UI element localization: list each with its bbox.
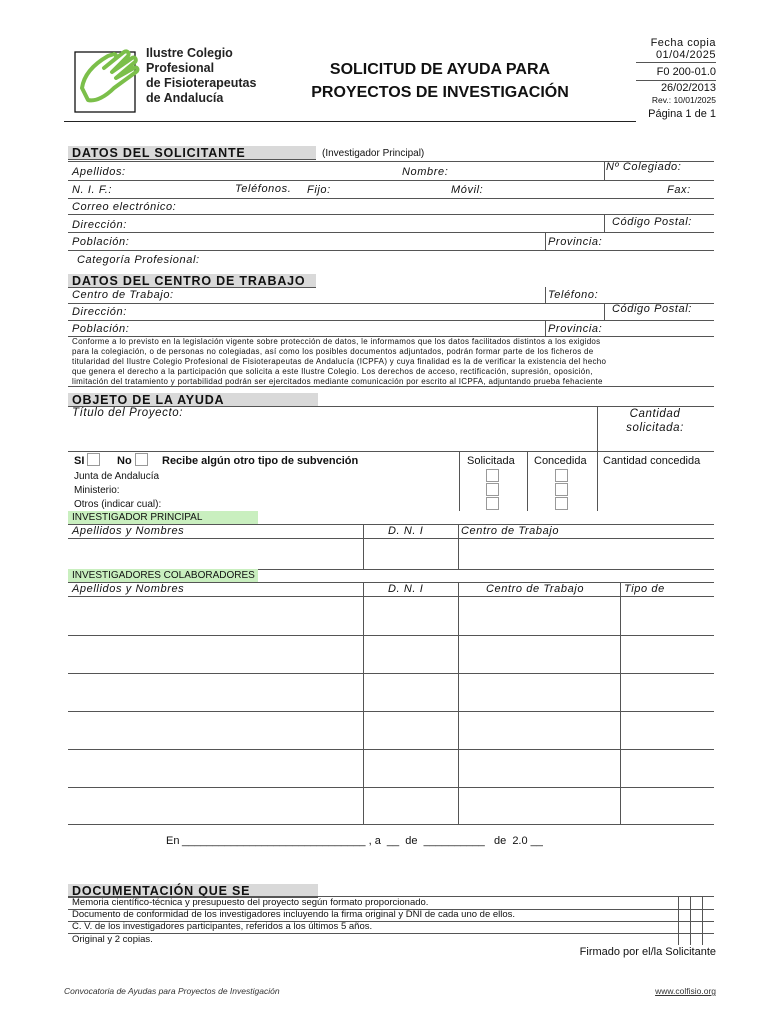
privacy-notice bbox=[72, 337, 714, 387]
col-nombre-header: Apellidos y Nombres bbox=[72, 583, 185, 595]
org-line: Profesional bbox=[146, 61, 215, 75]
colaboradores-heading: INVESTIGADORES COLABORADORES bbox=[68, 569, 258, 582]
ip-nombre-header: Apellidos y Nombres bbox=[72, 525, 185, 537]
copy-label: Fecha copia bbox=[650, 37, 716, 49]
no-label: No bbox=[117, 455, 132, 467]
doc-conformidad-checkbox[interactable] bbox=[679, 910, 701, 920]
cantidad-solicitada-field[interactable] bbox=[600, 407, 710, 435]
privacy-line: limitación del tratamiento y portabilidad podrán ser ejercitados mediante comunicación por escrito al ICPFA, adjuntando prueba fehaciente bbox=[72, 377, 603, 386]
direccion-field[interactable]: Dirección: bbox=[72, 219, 127, 231]
privacy-line: para la colegiación, o de personas no colegiadas, así como los posibles documentos adjuntados, podrán formar parte de los ficheros de bbox=[72, 347, 594, 356]
section-documentacion: DOCUMENTACIÓN QUE SE bbox=[68, 884, 318, 898]
title-line: PROYECTOS DE INVESTIGACIÓN bbox=[311, 84, 569, 101]
form-date: 26/02/2013 bbox=[660, 82, 716, 94]
privacy-line: que genera el derecho a la participación que solicita a este Ilustre Colegio. Los derechos de acceso, rectificación, supresión, oposición, bbox=[72, 367, 593, 376]
nif-field[interactable]: N. I. F.: bbox=[72, 184, 113, 196]
doc-cv-checkbox[interactable] bbox=[679, 922, 701, 932]
title-line: SOLICITUD DE AYUDA PARA bbox=[329, 61, 551, 78]
copy-date-block bbox=[620, 37, 716, 61]
doc-item-memoria: Memoria científico-técnica y presupuesto del proyecto según formato proporcionado. bbox=[72, 897, 429, 908]
solicitada-header: Solicitada bbox=[467, 455, 515, 467]
cp-field[interactable]: Código Postal: bbox=[612, 216, 692, 228]
org-line: de Andalucía bbox=[146, 91, 224, 105]
centro-provincia-field[interactable]: Provincia: bbox=[548, 323, 603, 335]
footer-website-link[interactable]: www.colfisio.org bbox=[655, 986, 716, 996]
colaborador-row[interactable] bbox=[68, 636, 714, 672]
doc-item-cv: C. V. de los investigadores participantes, referidos a los últimos 5 años. bbox=[72, 921, 373, 932]
colaborador-row[interactable] bbox=[68, 712, 714, 748]
ip-dni-header: D. N. I bbox=[388, 525, 424, 537]
ip-data-row[interactable] bbox=[68, 538, 714, 569]
privacy-line: Conforme a lo previsto en la legislación vigente sobre protección de datos, le informamos que los datos facilitados distintos a los exigidos bbox=[72, 337, 601, 346]
solicitante-note: (Investigador Principal) bbox=[322, 148, 425, 159]
col-dni-header: D. N. I bbox=[388, 583, 424, 595]
en-label: En bbox=[166, 835, 180, 847]
otros-solicitada-checkbox[interactable] bbox=[486, 497, 499, 510]
junta-concedida-checkbox[interactable] bbox=[555, 469, 568, 482]
si-checkbox[interactable] bbox=[87, 453, 100, 466]
si-label: SI bbox=[74, 455, 85, 467]
concedida-header: Concedida bbox=[534, 455, 587, 467]
copy-date: 01/04/2025 bbox=[655, 49, 716, 61]
poblacion-field[interactable]: Población: bbox=[72, 236, 130, 248]
centro-telefono-field[interactable]: Teléfono: bbox=[548, 289, 599, 301]
footer-convocatoria: Convocatoria de Ayudas para Proyectos de Investigación bbox=[64, 986, 280, 996]
org-line: Ilustre Colegio bbox=[146, 46, 233, 60]
doc-item-conformidad: Documento de conformidad de los investigadores incluyendo la firma original y DNI de cada uno de ellos. bbox=[72, 909, 516, 920]
privacy-line: titularidad del Ilustre Colegio Profesional de Fisioterapeutas de Andalucía (ICPFA) y cuya finalidad es la de verificar la existencia del hecho bbox=[72, 357, 607, 366]
cantidad-concedida-header: Cantidad concedida bbox=[603, 455, 701, 467]
ministerio-label: Ministerio: bbox=[74, 485, 120, 496]
colaborador-row[interactable] bbox=[68, 788, 714, 823]
colaborador-row[interactable] bbox=[68, 597, 714, 634]
otros-concedida-checkbox[interactable] bbox=[555, 497, 568, 510]
page-number: Página 1 de 1 bbox=[648, 108, 716, 120]
centro-direccion-field[interactable]: Dirección: bbox=[72, 306, 127, 318]
colegiado-field[interactable]: Nº Colegiado: bbox=[606, 161, 682, 173]
colaborador-row[interactable] bbox=[68, 674, 714, 710]
org-name bbox=[146, 46, 256, 106]
cantidad-line: solicitada: bbox=[626, 422, 684, 434]
ministerio-concedida-checkbox[interactable] bbox=[555, 483, 568, 496]
otros-label: Otros (indicar cual): bbox=[74, 499, 162, 510]
doc-item-copias: Original y 2 copias. bbox=[72, 934, 153, 945]
col-tipo-header: Tipo de bbox=[624, 583, 665, 595]
fijo-field[interactable]: Fijo: bbox=[307, 184, 331, 196]
nombre-field[interactable]: Nombre: bbox=[402, 166, 449, 178]
no-checkbox[interactable] bbox=[135, 453, 148, 466]
junta-solicitada-checkbox[interactable] bbox=[486, 469, 499, 482]
colaborador-row[interactable] bbox=[68, 750, 714, 786]
form-title bbox=[290, 58, 590, 104]
provincia-field[interactable]: Provincia: bbox=[548, 236, 603, 248]
section-centro: DATOS DEL CENTRO DE TRABAJO bbox=[68, 274, 316, 288]
junta-label: Junta de Andalucía bbox=[74, 471, 160, 482]
col-centro-header: Centro de Trabajo bbox=[486, 583, 585, 595]
apellidos-field[interactable]: Apellidos: bbox=[72, 166, 126, 178]
centro-field[interactable]: Centro de Trabajo: bbox=[72, 289, 174, 301]
centro-cp-field[interactable]: Código Postal: bbox=[612, 303, 692, 315]
cantidad-line: Cantidad bbox=[629, 408, 681, 420]
titulo-proyecto-field[interactable]: Título del Proyecto: bbox=[72, 407, 184, 419]
telefonos-label: Teléfonos. bbox=[235, 183, 292, 195]
fax-field[interactable]: Fax: bbox=[667, 184, 691, 196]
subvencion-question: Recibe algún otro tipo de subvención bbox=[162, 455, 359, 467]
firma-solicitante-label: Firmado por el/la Solicitante bbox=[579, 946, 716, 958]
doc-copias-checkbox[interactable] bbox=[679, 934, 701, 944]
doc-memoria-checkbox[interactable] bbox=[679, 897, 701, 908]
centro-poblacion-field[interactable]: Población: bbox=[72, 323, 130, 335]
investigador-principal-heading: INVESTIGADOR PRINCIPAL bbox=[68, 511, 258, 524]
place-date-line[interactable]: ______________________________ , a __ de __________ de 2.0 __ bbox=[182, 835, 543, 847]
org-line: de Fisioterapeutas bbox=[146, 76, 257, 90]
form-code: F0 200-01.0 bbox=[656, 66, 716, 78]
movil-field[interactable]: Móvil: bbox=[451, 184, 484, 196]
ip-centro-header: Centro de Trabajo bbox=[461, 525, 560, 537]
ministerio-solicitada-checkbox[interactable] bbox=[486, 483, 499, 496]
section-solicitante: DATOS DEL SOLICITANTE bbox=[68, 146, 316, 160]
correo-field[interactable]: Correo electrónico: bbox=[72, 201, 177, 213]
hand-logo-icon bbox=[74, 44, 146, 114]
section-objeto: OBJETO DE LA AYUDA bbox=[68, 393, 318, 407]
categoria-field[interactable]: Categoría Profesional: bbox=[77, 254, 200, 266]
revision: Rev.: 10/01/2025 bbox=[651, 95, 716, 105]
